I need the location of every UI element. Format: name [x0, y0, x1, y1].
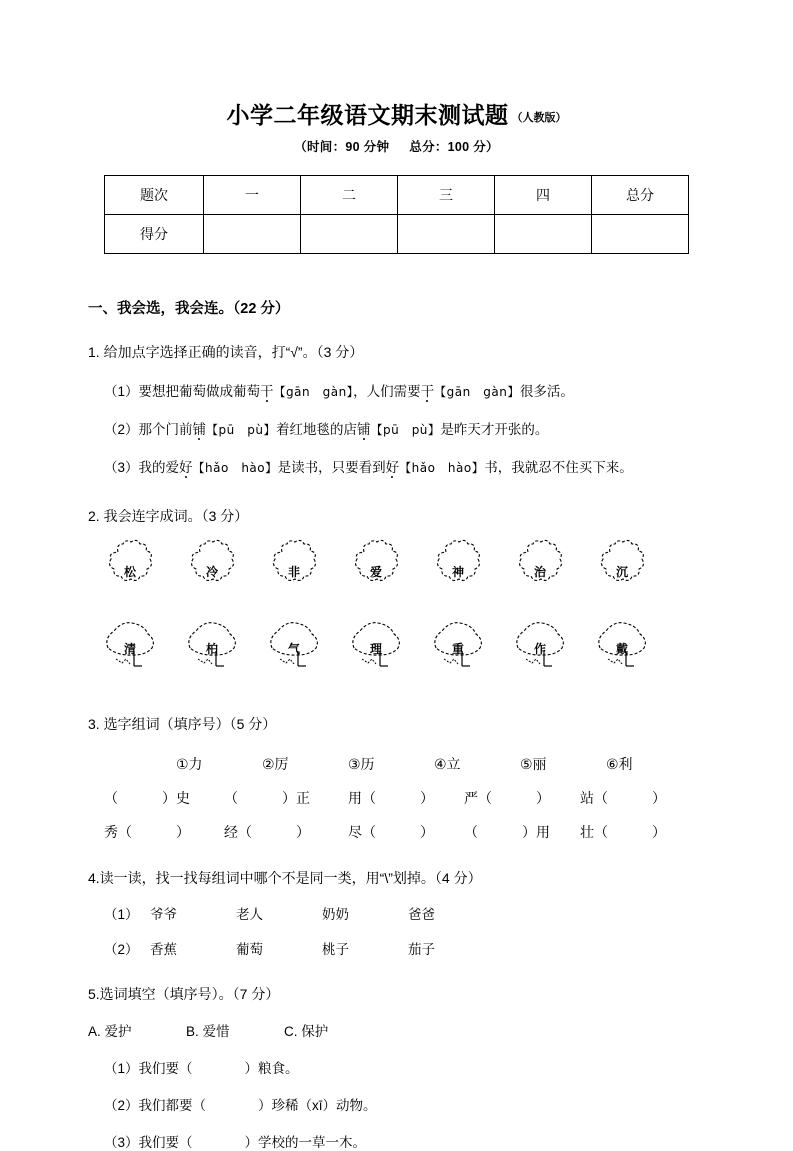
item-text-b: ，人们需要	[353, 384, 421, 400]
exam-content	[88, 297, 728, 1151]
dotted-char-2: 好	[386, 456, 400, 476]
blank-group-2[interactable]	[224, 822, 348, 842]
blank-post: ）	[652, 824, 666, 841]
tree-word-5[interactable]	[426, 618, 490, 680]
question-1-item-1	[104, 380, 728, 400]
option-5[interactable]: ⑤丽	[520, 756, 547, 773]
question-3-heading: 3. 选字组词（填序号）（5 分）	[88, 716, 277, 733]
question-3-row-1	[104, 788, 728, 808]
blank-pre: （	[464, 824, 478, 841]
word-2[interactable]: 葡萄	[236, 942, 263, 958]
total-score-label: 总分：100 分）	[409, 140, 499, 155]
tree-word-6[interactable]	[508, 618, 572, 680]
blank-pre: （	[224, 790, 238, 807]
score-cell-1[interactable]	[204, 215, 301, 254]
blank-group-5[interactable]	[580, 788, 666, 808]
item-number: （1）	[104, 384, 139, 400]
tree-word-label: 气	[287, 642, 300, 657]
col-header-1: 一	[204, 176, 301, 215]
tree-word-label: 作	[533, 642, 546, 657]
cloud-word-1[interactable]	[98, 538, 162, 600]
blank-pre: （	[104, 790, 118, 807]
item-text-a: 我的爱	[138, 460, 180, 476]
tree-word-label: 柏	[205, 642, 218, 657]
word-2[interactable]: 老人	[236, 907, 263, 923]
col-header-total: 总分	[592, 176, 689, 215]
blank-pre: 壮（	[580, 824, 608, 841]
choice-c[interactable]: C. 保护	[284, 1024, 329, 1040]
pinyin-choice-1[interactable]: 【gān gàn】	[273, 385, 354, 400]
cloud-word-3[interactable]	[262, 538, 326, 600]
blank-pre: 用（	[348, 790, 376, 807]
item-number: （1）	[104, 1061, 139, 1077]
cloud-word-label: 沉	[615, 565, 628, 580]
question-1-item-2	[104, 418, 728, 438]
cloud-word-label: 神	[451, 565, 464, 580]
cloud-word-2[interactable]	[180, 538, 244, 600]
question-4-heading: 4.读一读，找一找每组词中哪个不是同一类，用“\”划掉。（4 分）	[88, 870, 482, 887]
word-1[interactable]: 爷爷	[150, 907, 177, 923]
page-title: 小学二年级语文期末测试题	[226, 102, 509, 128]
pinyin-choice-2[interactable]: 【gān gàn】	[434, 385, 520, 400]
blank-pre: 站（	[580, 790, 608, 807]
tree-word-label: 清	[123, 642, 136, 657]
cloud-word-label: 治	[533, 565, 546, 580]
word-3[interactable]: 奶奶	[322, 907, 349, 923]
blank-pre: 经（	[224, 824, 252, 841]
col-header-4: 四	[495, 176, 592, 215]
col-header-3: 三	[398, 176, 495, 215]
blank-group-1[interactable]	[104, 788, 224, 808]
blank-group-3[interactable]	[348, 822, 464, 842]
blank-group-4[interactable]	[464, 822, 580, 842]
cloud-word-5[interactable]	[426, 538, 490, 600]
score-cell-total[interactable]	[592, 215, 689, 254]
tree-word-label: 戴	[615, 642, 628, 657]
item-text-b: 是读书，只要看到	[277, 460, 386, 476]
tree-word-label: 理	[369, 642, 382, 657]
blank-post: ）学校的一草一木。	[244, 1135, 367, 1151]
time-label: （时间：90 分钟	[294, 140, 390, 155]
dotted-char-2: 干	[421, 380, 435, 400]
exam-meta	[0, 137, 793, 155]
tree-word-label: 重	[451, 642, 464, 657]
blank-group-4[interactable]	[464, 788, 580, 808]
item-text-a: 要想把葡萄做成葡萄	[138, 384, 261, 400]
question-4-group-2	[104, 938, 728, 958]
tree-word-row	[92, 618, 728, 680]
blank-post: ）	[176, 824, 190, 841]
blank-post: ）	[296, 824, 310, 841]
item-text-c: 很多活。	[519, 384, 574, 400]
blank-group-3[interactable]	[348, 788, 464, 808]
blank-pre: 严（	[464, 790, 492, 807]
question-1-heading: 1. 给加点字选择正确的读音，打“√”。（3 分）	[88, 344, 364, 361]
item-number: （2）	[104, 422, 139, 438]
tree-word-1[interactable]	[98, 618, 162, 680]
item-number: （3）	[104, 1135, 139, 1151]
cloud-word-label: 松	[123, 565, 136, 580]
score-table-wrapper	[104, 175, 689, 254]
blank-post: ）	[652, 790, 666, 807]
table-row-score	[105, 215, 689, 254]
item-number: （3）	[104, 460, 139, 476]
blank-pre: 秀（	[104, 824, 132, 841]
option-2[interactable]: ②厉	[262, 756, 289, 773]
blank-post: ）	[420, 824, 434, 841]
item-number: （2）	[104, 1098, 139, 1114]
option-3[interactable]: ③历	[348, 756, 375, 773]
blank-post: ）史	[162, 790, 190, 807]
blank-post: ）用	[522, 824, 550, 841]
blank-pre: 我们要（	[138, 1135, 193, 1151]
question-1-item-3	[104, 456, 728, 476]
dotted-char-2: 铺	[357, 418, 371, 438]
blank-post: ）	[536, 790, 550, 807]
cloud-word-row	[92, 538, 728, 600]
tree-word-3[interactable]	[262, 618, 326, 680]
cloud-word-label: 爱	[369, 565, 382, 580]
dotted-char-1: 铺	[193, 418, 207, 438]
edition-label: （人教版）	[511, 112, 567, 124]
row-label-score: 得分	[105, 215, 204, 254]
group-number: （1）	[104, 907, 139, 923]
blank-pre: 尽（	[348, 824, 376, 841]
question-5-heading: 5.选词填空（填序号）。（7 分）	[88, 986, 280, 1003]
score-cell-2[interactable]	[301, 215, 398, 254]
blank-post: ）粮食。	[244, 1061, 299, 1077]
dotted-char-1: 干	[260, 380, 274, 400]
cloud-word-label: 非	[287, 565, 300, 580]
tree-word-4[interactable]	[344, 618, 408, 680]
cloud-word-7[interactable]	[590, 538, 654, 600]
blank-pre: 我们要（	[138, 1061, 193, 1077]
dotted-char-1: 好	[179, 456, 193, 476]
blank-group-2[interactable]	[224, 788, 348, 808]
item-text-a: 那个门前	[138, 422, 193, 438]
col-header-2: 二	[301, 176, 398, 215]
choice-b[interactable]: B. 爱惜	[186, 1024, 230, 1040]
option-4[interactable]: ④立	[434, 756, 461, 773]
blank-post: ）正	[282, 790, 310, 807]
row-label-question: 题次	[105, 176, 204, 215]
word-4[interactable]: 茄子	[408, 942, 435, 958]
blank-group-5[interactable]	[580, 822, 666, 842]
blank-post: ）	[420, 790, 434, 807]
question-5-blank-1	[104, 1057, 728, 1077]
question-5-blank-3	[104, 1131, 728, 1151]
tree-word-7[interactable]	[590, 618, 654, 680]
group-number: （2）	[104, 942, 139, 958]
blank-pre: 我们都要（	[138, 1098, 207, 1114]
score-table	[104, 175, 689, 254]
score-cell-4[interactable]	[495, 215, 592, 254]
question-5-blank-2	[104, 1094, 728, 1114]
pinyin-choice-1[interactable]: 【pū pù】	[206, 423, 276, 438]
word-3[interactable]: 桃子	[322, 942, 349, 958]
blank-post: ）珍稀（xī）动物。	[258, 1098, 377, 1114]
cloud-word-4[interactable]	[344, 538, 408, 600]
question-3-options	[176, 754, 728, 774]
word-4[interactable]: 爸爸	[408, 907, 435, 923]
question-5-choices	[88, 1020, 728, 1040]
blank-group-1[interactable]	[104, 822, 224, 842]
item-text-c: 书，我就忍不住买下来。	[484, 460, 633, 476]
question-4-group-1	[104, 903, 728, 923]
pinyin-choice-2[interactable]: 【pū pù】	[370, 423, 441, 438]
option-6[interactable]: ⑥利	[606, 756, 633, 773]
word-1[interactable]: 香蕉	[150, 942, 177, 958]
cloud-word-6[interactable]	[508, 538, 572, 600]
section-one-heading: 一、我会选，我会连。（22 分）	[88, 301, 290, 318]
item-text-b: 着红地毯的店	[275, 422, 357, 438]
question-3-row-2	[104, 822, 728, 842]
choice-a[interactable]: A. 爱护	[88, 1024, 132, 1040]
tree-word-2[interactable]	[180, 618, 244, 680]
pinyin-choice-2[interactable]: 【hǎo hào】	[399, 461, 485, 476]
option-1[interactable]: ①力	[176, 756, 203, 773]
table-row-header	[105, 176, 689, 215]
pinyin-choice-1[interactable]: 【hǎo hào】	[192, 461, 278, 476]
item-text-c: 是昨天才开张的。	[440, 422, 549, 438]
question-2-heading: 2. 我会连字成词。（3 分）	[88, 508, 249, 525]
cloud-word-label: 冷	[205, 565, 218, 580]
score-cell-3[interactable]	[398, 215, 495, 254]
title-block	[0, 103, 793, 155]
